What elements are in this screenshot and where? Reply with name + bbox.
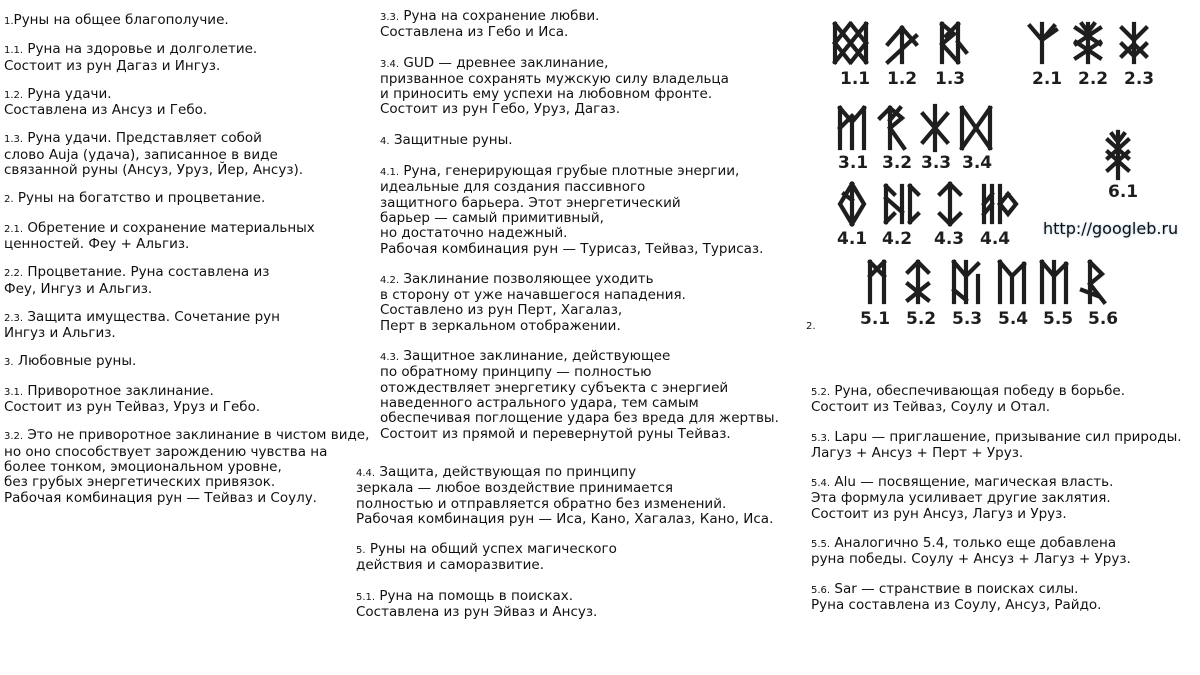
rune-label-4-2: 4.2 [882,229,913,249]
rune-1-2 [888,28,916,62]
rune-label-3-2: 3.2 [882,153,913,173]
paragraph-number: 4.2. [380,274,400,286]
text-paragraph [380,164,790,257]
rune-label-5-3: 5.3 [952,309,983,329]
paragraph-text: Любовные руны. [13,353,137,370]
text-paragraph [4,131,379,178]
rune-5-6 [1082,262,1104,302]
rune-3-4 [962,108,990,148]
rune-label-1-1: 1.1 [840,69,871,89]
rune-label-2-1: 2.1 [1032,69,1063,89]
paragraph-text: Руны на общее благополучие. [13,12,229,28]
paragraph-number: 2.3. [4,312,24,324]
paragraph-text: GUD — древнее заклинание, призванное сохранять мужскую силу владельца и приносить ему успехи на любовном фронте. Состоит из рун Гебо, Уруз, Дагаз. [380,54,729,118]
text-paragraph [4,265,379,297]
paragraph-number: 1. [4,16,14,27]
paragraph-text: Руна удачи. Составлена из Ансуз и Гебо. [4,85,208,119]
rune-label-1-3: 1.3 [935,69,966,89]
text-paragraph [380,349,790,442]
paragraph-number: 3.1. [4,386,24,398]
rune-label-3-4: 3.4 [962,153,993,173]
rune-2-3 [1122,24,1146,62]
paragraph-number: 2. [4,194,14,206]
paragraph-text: Защитные руны. [389,131,513,148]
rune-5-2 [908,262,928,302]
rune-image-panel [790,0,1200,345]
text-paragraph [356,589,796,621]
text-paragraph [380,272,790,334]
rune-label-5-1: 5.1 [860,309,891,329]
rune-3-2 [880,108,904,148]
text-paragraph [811,536,1200,568]
paragraph-text: Руны на общий успех магического действия и саморазвитие. [356,541,617,574]
paragraph-text: Защита имущества. Сочетание рун Ингуз и Альгиз. [4,308,280,342]
text-paragraph [4,87,379,119]
rune-2-1 [1030,24,1056,62]
text-paragraph [4,221,379,253]
paragraph-text: Аналогично 5.4, только еще добавлена руна победы. Соулу + Ансуз + Лагуз + Уруз. [811,535,1131,568]
paragraph-number: 1.1. [4,45,24,57]
text-paragraph [356,542,796,574]
rune-4-1 [840,184,864,224]
paragraph-text: Руна на здоровье и долголетие. Состоит из рун Дагаз и Ингуз. [4,41,258,74]
rune-5-5 [1042,262,1066,302]
paragraph-number: 5.6. [811,584,831,596]
rune-label-2-3: 2.3 [1124,69,1155,89]
paragraph-text: Это не приворотное заклинание в чистом виде, но оно способствует зарождению чувства на более тонком, эмоциональном уровне, без грубых энергетических привязок. Рабочая комбинация рун — Тейваз и Соулу. [4,427,370,506]
text-paragraph [811,430,1200,462]
paragraph-text: Руна удачи. Представляет собой слово Auja (удача), записанное в виде связанной руны (Ансуз, Уруз, Йер, Ансуз). [4,130,304,179]
text-column-lower-middle [356,465,796,635]
paragraph-text: Защита, действующая по принципу зеркала — любое воздействие принимается полностью и отправляется обратно без изменений. Рабочая комбинация рун — Иса, Кано, Хагалаз, Кано, Иса. [356,464,774,527]
text-paragraph [811,384,1200,416]
text-column-right [811,384,1200,627]
rune-1-3 [942,24,966,62]
site-url-watermark: http://googleb.ru [1043,219,1179,238]
rune-label-4-3: 4.3 [934,229,965,249]
text-paragraph [356,465,796,527]
rune-label-4-4: 4.4 [980,229,1011,249]
paragraph-number: 5.3. [811,432,831,444]
paragraph-text: Sar — странствие в поисках силы. Руна составлена из Соулу, Ансуз, Райдо. [811,580,1102,613]
paragraph-text: Руна, обеспечивающая победу в борьбе. Состоит из Тейваз, Соулу и Отал. [811,383,1125,416]
rune-label-6-1: 6.1 [1108,182,1139,202]
text-column-middle [380,9,790,457]
rune-label-5-6: 5.6 [1088,309,1119,329]
rune-panel-number: 2. [806,321,816,332]
paragraph-text: Руны на богатство и процветание. [13,190,266,207]
text-paragraph [4,42,379,74]
paragraph-text: Lapu — приглашение, призывание сил природы. Лагуз + Ансуз + Перт + Уруз. [811,428,1182,461]
paragraph-text: Руна, генерирующая грубые плотные энергии, идеальные для создания пассивного защитного барьера. Этот энергетический барьер — самый примитивный, но достаточно надежный. Рабочая комбинация рун — Турисаз, Тейваз, Турисаз. [380,163,764,257]
rune-label-3-3: 3.3 [921,153,952,173]
paragraph-text: Обретение и сохранение материальных ценностей. Феу + Альгиз. [4,219,315,252]
text-paragraph [4,191,379,207]
rune-2-2 [1076,24,1100,62]
rune-5-1 [870,262,884,302]
text-paragraph [380,9,790,41]
paragraph-number: 5.2. [811,387,831,398]
paragraph-number: 5.4. [811,478,831,490]
rune-label-3-1: 3.1 [838,153,869,173]
text-paragraph [4,384,379,416]
paragraph-number: 1.2. [4,89,24,101]
paragraph-number: 2.1. [4,223,24,235]
rune-label-2-2: 2.2 [1078,69,1109,89]
text-column-left [4,13,379,519]
paragraph-text: Руна на помощь в поисках. Составлена из рун Эйваз и Ансуз. [356,587,598,621]
rune-4-4 [984,186,1016,222]
rune-figure [790,0,1200,345]
paragraph-text: Процветание. Руна составлена из Феу, Ингуз и Альгиз. [4,264,270,297]
paragraph-number: 3. [4,357,14,369]
rune-label-5-5: 5.5 [1043,309,1074,329]
rune-label-5-4: 5.4 [998,309,1029,329]
text-paragraph [811,475,1200,522]
rune-3-3 [923,106,947,150]
paragraph-number: 3.2. [4,431,24,443]
text-paragraph [4,428,379,505]
text-paragraph [4,13,379,29]
paragraph-text: Руна на сохранение любви. Составлена из Гебо и Иса. [380,8,600,41]
paragraph-text: Защитное заклинание, действующее по обратному принципу — полностью отождествляет энергетику субъекта с энергией наведенного астрального удара, тем самым обеспечивая поглощение удара без вреда для жертвы. Состоит из прямой и перевернутой руны Тейваз. [380,348,779,442]
rune-5-3 [954,262,978,302]
paragraph-number: 4. [380,135,390,147]
rune-6-1 [1108,132,1128,178]
rune-3-1 [840,108,864,148]
rune-4-3 [940,184,960,224]
rune-5-4 [1000,262,1024,302]
text-paragraph [811,582,1200,614]
paragraph-text: Alu — посвящение, магическая власть. Эта формула усиливает другие заклятия. Состоит из рун Ансуз, Лагуз и Уруз. [811,474,1114,522]
paragraph-number: 2.2. [4,268,24,280]
paragraph-number: 3.4. [380,58,400,70]
paragraph-number: 5. [356,545,366,557]
rune-4-2 [886,186,918,222]
rune-label-4-1: 4.1 [837,229,868,249]
text-paragraph [380,56,790,118]
text-paragraph [4,310,379,342]
paragraph-number: 1.3. [4,134,24,146]
paragraph-text: Приворотное заклинание. Состоит из рун Тейваз, Уруз и Гебо. [4,382,261,416]
paragraph-number: 4.1. [380,167,400,179]
rune-label-1-2: 1.2 [887,69,918,89]
text-paragraph [380,133,790,149]
paragraph-text: Заклинание позволяющее уходить в сторону от уже начавшегося нападения. Составлено из рун Перт, Хагалаз, Перт в зеркальном отображении. [380,270,686,334]
paragraph-number: 5.5. [811,539,831,551]
paragraph-number: 3.3. [380,12,400,23]
paragraph-number: 5.1. [356,591,376,603]
rune-label-5-2: 5.2 [906,309,937,329]
rune-1-1 [835,24,866,62]
paragraph-number: 4.3. [380,352,400,364]
text-paragraph [4,354,379,370]
paragraph-number: 4.4. [356,468,376,479]
